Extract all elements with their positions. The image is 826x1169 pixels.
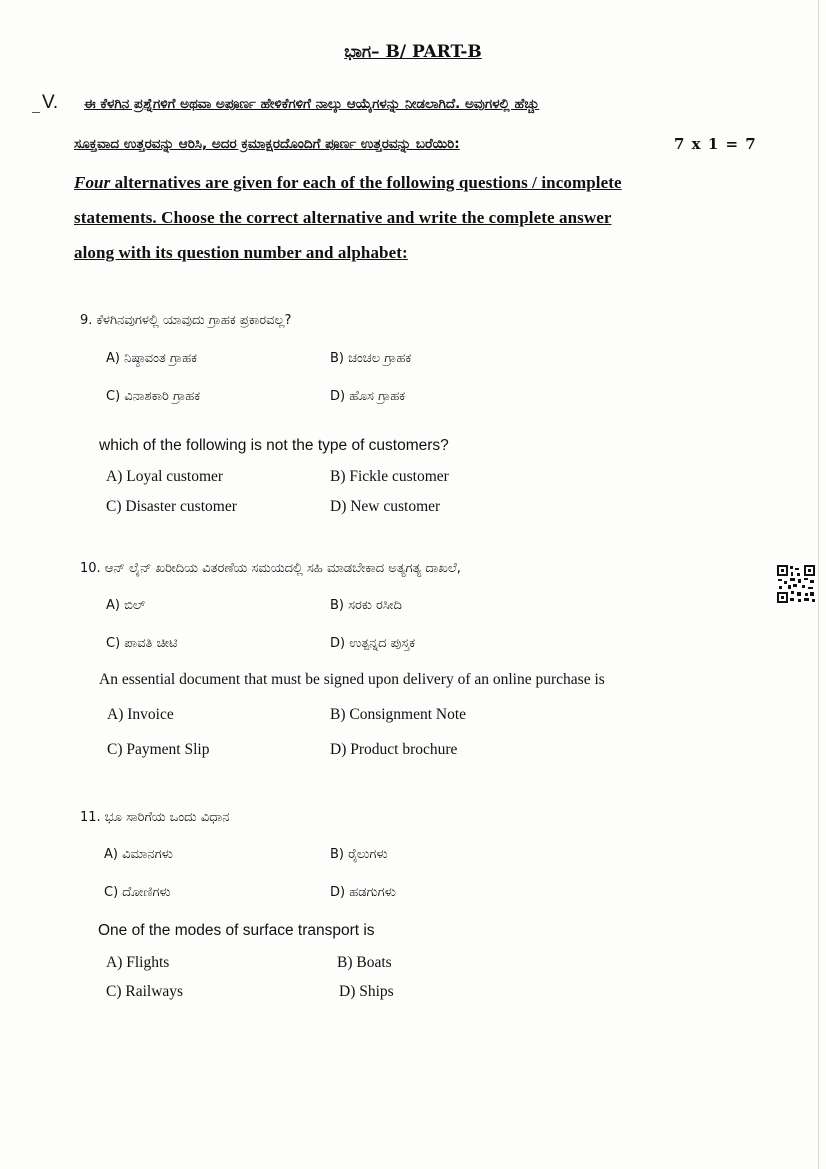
q10-en-option-a: A) Invoice xyxy=(107,706,174,723)
emphasis-four: Four xyxy=(74,173,111,192)
q9-kn-option-c: C) ವಿನಾಶಕಾರಿ ಗ್ರಾಹಕ xyxy=(106,389,201,404)
kannada-instruction-line-2: ಸೂಕ್ತವಾದ ಉತ್ತರವನ್ನು ಆರಿಸಿ, ಅದರ ಕ್ರಮಾಕ್ಷರದೊಂದಿಗೆ ಪೂರ್ಣ ಉತ್ತರವನ್ನು ಬರೆಯಿರಿ: xyxy=(74,136,460,152)
q9-en-option-b: B) Fickle customer xyxy=(330,468,449,485)
qr-code xyxy=(776,564,816,604)
english-instruction-line-1-text: alternatives are given for each of the following questions / incomplete xyxy=(110,173,622,192)
marks-allocation: 7 x 1 = 7 xyxy=(674,135,757,153)
q9-kn-option-d: D) ಹೊಸ ಗ್ರಾಹಕ xyxy=(330,389,406,404)
q11-en-option-a: A) Flights xyxy=(106,954,170,971)
scan-edge-line xyxy=(818,0,819,1169)
question-11-kannada: 11. ಭೂ ಸಾರಿಗೆಯ ಒಂದು ವಿಧಾನ xyxy=(80,810,230,825)
margin-mark xyxy=(32,112,40,113)
kannada-instruction-line-1: ಈ ಕೆಳಗಿನ ಪ್ರಶ್ನೆಗಳಿಗೆ ಅಥವಾ ಅಪೂರ್ಣ ಹೇಳಿಕೆಗಳಿಗೆ ನಾಲ್ಕು ಆಯ್ಕೆಗಳನ್ನು ನೀಡಲಾಗಿದೆ. ಅವುಗಳಲ್ಲಿ ಹೆಚ್ಚು xyxy=(84,96,540,112)
q10-en-option-d: D) Product brochure xyxy=(330,741,458,758)
q11-en-option-c: C) Railways xyxy=(106,983,184,1000)
q9-en-option-d: D) New customer xyxy=(330,498,441,515)
q9-en-option-c: C) Disaster customer xyxy=(106,498,237,515)
english-instruction-line-1 xyxy=(74,173,622,193)
q11-en-option-b: B) Boats xyxy=(337,954,392,971)
english-instruction-line-2: statements. Choose the correct alternative and write the complete answer xyxy=(74,208,612,227)
q9-kn-option-b: B) ಚಂಚಲ ಗ್ರಾಹಕ xyxy=(330,351,412,366)
q10-en-option-b: B) Consignment Note xyxy=(330,706,467,723)
question-9-english: which of the following is not the type of customers? xyxy=(99,437,449,454)
q10-kn-option-d: D) ಉತ್ಪನ್ನದ ಪುಸ್ತಕ xyxy=(330,636,416,651)
q11-kn-option-d: D) ಹಡಗುಗಳು xyxy=(330,885,396,900)
question-10-kannada: 10. ಆನ್ ಲೈನ್ ಖರೀದಿಯ ವಿತರಣೆಯ ಸಮಯದಲ್ಲಿ ಸಹಿ ಮಾಡಬೇಕಾದ ಅತ್ಯಗತ್ಯ ದಾಖಲೆ, xyxy=(80,561,461,576)
q10-kn-option-a: A) ಬಿಲ್ xyxy=(106,598,146,613)
question-9-kannada: 9. ಕೆಳಗಿನವುಗಳಲ್ಲಿ ಯಾವುದು ಗ್ರಾಹಕ ಪ್ರಕಾರವಲ್ಲ? xyxy=(80,313,292,328)
q9-en-option-a: A) Loyal customer xyxy=(106,468,224,485)
q9-kn-option-a: A) ನಿಷ್ಠಾವಂತ ಗ್ರಾಹಕ xyxy=(106,351,197,366)
section-number: V. xyxy=(42,92,59,113)
part-title: ಭಾಗ– B/ PART-B xyxy=(344,42,482,62)
q10-en-option-c: C) Payment Slip xyxy=(107,741,210,758)
q11-en-option-d: D) Ships xyxy=(339,983,394,1000)
q11-kn-option-a: A) ವಿಮಾನಗಳು xyxy=(104,847,173,862)
english-instruction-line-3: along with its question number and alphabet: xyxy=(74,243,408,262)
question-11-english: One of the modes of surface transport is xyxy=(98,922,375,939)
q10-kn-option-b: B) ಸರಕು ರಸೀದಿ xyxy=(330,598,402,613)
q10-kn-option-c: C) ಪಾವತಿ ಚೀಟಿ xyxy=(106,636,178,651)
q11-kn-option-b: B) ರೈಲುಗಳು xyxy=(330,847,388,862)
question-10-english: An essential document that must be signed upon delivery of an online purchase is xyxy=(99,671,605,688)
q11-kn-option-c: C) ದೋಣಿಗಳು xyxy=(104,885,171,900)
